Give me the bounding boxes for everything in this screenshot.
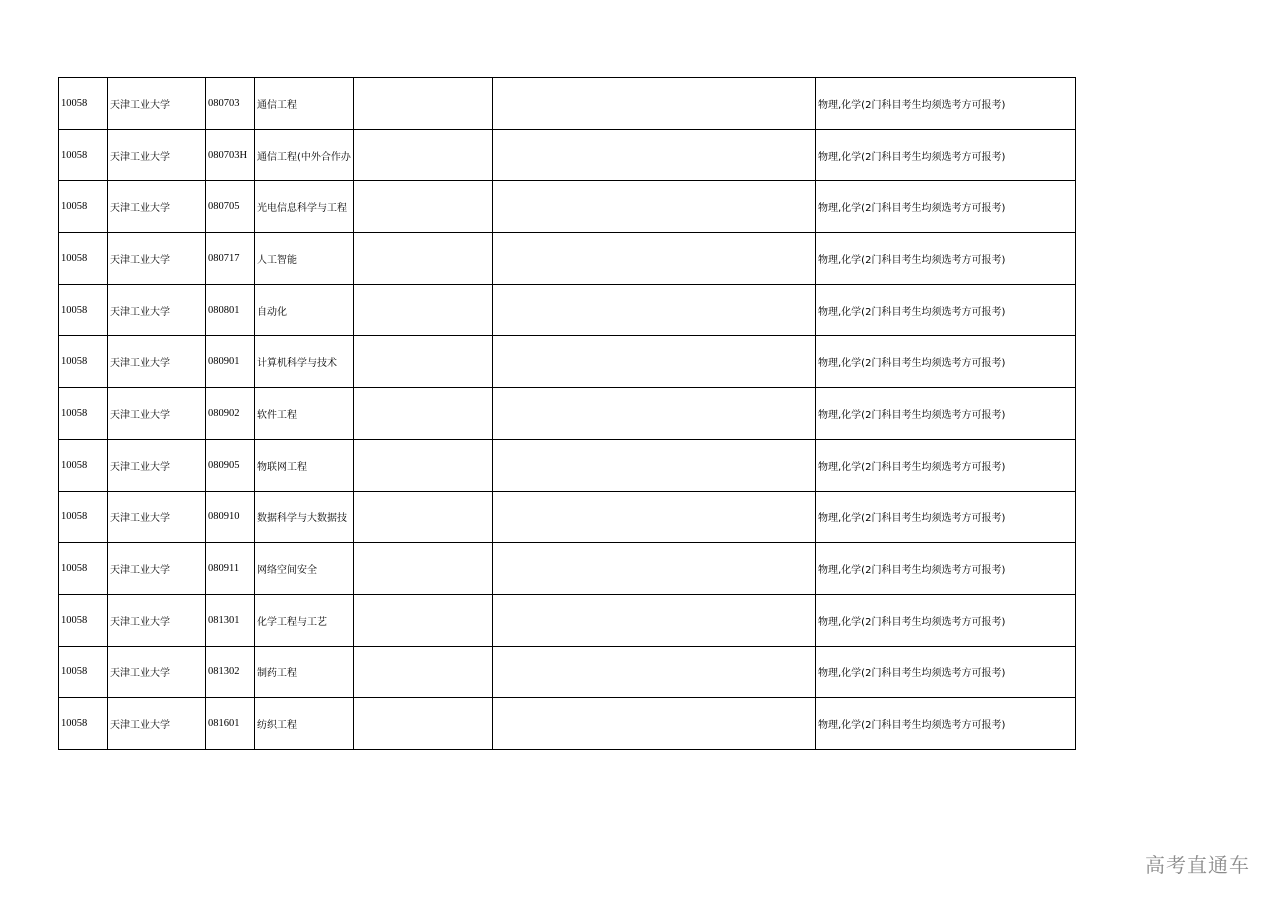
empty-cell (493, 698, 816, 750)
school-name-cell: 天津工业大学 (108, 78, 206, 130)
school-name-cell: 天津工业大学 (108, 439, 206, 491)
major-code-cell: 080911 (206, 543, 255, 595)
empty-cell (354, 698, 493, 750)
subject-requirement-cell: 物理,化学(2门科目考生均须选考方可报考) (816, 336, 1076, 388)
table-row (59, 336, 1076, 388)
major-name-cell: 制药工程 (255, 646, 354, 698)
empty-cell (493, 543, 816, 595)
major-code-cell: 080905 (206, 439, 255, 491)
subject-requirement-cell: 物理,化学(2门科目考生均须选考方可报考) (816, 698, 1076, 750)
school-code-cell: 10058 (59, 78, 108, 130)
school-name-cell: 天津工业大学 (108, 698, 206, 750)
empty-cell (354, 336, 493, 388)
empty-cell (354, 491, 493, 543)
empty-cell (493, 388, 816, 440)
empty-cell (354, 543, 493, 595)
school-code-cell: 10058 (59, 181, 108, 233)
empty-cell (493, 646, 816, 698)
empty-cell (354, 284, 493, 336)
school-code-cell: 10058 (59, 336, 108, 388)
school-name-cell: 天津工业大学 (108, 388, 206, 440)
table-row (59, 284, 1076, 336)
watermark-text: 高考直通车 (1145, 853, 1250, 877)
empty-cell (493, 336, 816, 388)
table-row (59, 78, 1076, 130)
table-row (59, 491, 1076, 543)
empty-cell (354, 439, 493, 491)
subject-requirement-cell: 物理,化学(2门科目考生均须选考方可报考) (816, 543, 1076, 595)
major-name-cell: 人工智能 (255, 233, 354, 285)
major-name-cell: 化学工程与工艺 (255, 594, 354, 646)
empty-cell (493, 181, 816, 233)
table-row (59, 181, 1076, 233)
school-code-cell: 10058 (59, 233, 108, 285)
major-code-cell: 080717 (206, 233, 255, 285)
table-row (59, 233, 1076, 285)
table-row (59, 594, 1076, 646)
major-code-cell: 081301 (206, 594, 255, 646)
empty-cell (354, 129, 493, 181)
empty-cell (354, 646, 493, 698)
school-code-cell: 10058 (59, 646, 108, 698)
table-row (59, 439, 1076, 491)
table-row (59, 698, 1076, 750)
major-name-cell: 自动化 (255, 284, 354, 336)
subject-requirement-cell: 物理,化学(2门科目考生均须选考方可报考) (816, 388, 1076, 440)
major-name-cell: 通信工程 (255, 78, 354, 130)
subject-requirement-cell: 物理,化学(2门科目考生均须选考方可报考) (816, 129, 1076, 181)
school-code-cell: 10058 (59, 698, 108, 750)
subject-requirement-cell: 物理,化学(2门科目考生均须选考方可报考) (816, 78, 1076, 130)
major-code-cell: 080705 (206, 181, 255, 233)
major-code-cell: 081601 (206, 698, 255, 750)
major-code-cell: 080910 (206, 491, 255, 543)
major-code-cell: 080901 (206, 336, 255, 388)
school-name-cell: 天津工业大学 (108, 129, 206, 181)
school-name-cell: 天津工业大学 (108, 543, 206, 595)
subject-requirement-cell: 物理,化学(2门科目考生均须选考方可报考) (816, 439, 1076, 491)
major-code-cell: 081302 (206, 646, 255, 698)
major-code-cell: 080703H (206, 129, 255, 181)
major-code-cell: 080801 (206, 284, 255, 336)
school-name-cell: 天津工业大学 (108, 233, 206, 285)
empty-cell (354, 594, 493, 646)
subject-requirement-cell: 物理,化学(2门科目考生均须选考方可报考) (816, 233, 1076, 285)
table-row (59, 388, 1076, 440)
subject-requirement-cell: 物理,化学(2门科目考生均须选考方可报考) (816, 181, 1076, 233)
school-code-cell: 10058 (59, 439, 108, 491)
school-code-cell: 10058 (59, 594, 108, 646)
subject-requirement-cell: 物理,化学(2门科目考生均须选考方可报考) (816, 491, 1076, 543)
school-name-cell: 天津工业大学 (108, 594, 206, 646)
school-code-cell: 10058 (59, 284, 108, 336)
empty-cell (493, 129, 816, 181)
major-name-cell: 纺织工程 (255, 698, 354, 750)
major-name-cell: 计算机科学与技术 (255, 336, 354, 388)
empty-cell (493, 233, 816, 285)
school-name-cell: 天津工业大学 (108, 284, 206, 336)
subject-requirement-cell: 物理,化学(2门科目考生均须选考方可报考) (816, 646, 1076, 698)
admission-requirements-table (58, 77, 1076, 750)
table-row (59, 129, 1076, 181)
empty-cell (493, 594, 816, 646)
school-code-cell: 10058 (59, 129, 108, 181)
school-name-cell: 天津工业大学 (108, 646, 206, 698)
empty-cell (493, 491, 816, 543)
empty-cell (354, 388, 493, 440)
major-name-cell: 网络空间安全 (255, 543, 354, 595)
table-row (59, 646, 1076, 698)
empty-cell (493, 439, 816, 491)
major-name-cell: 通信工程(中外合作办 (255, 129, 354, 181)
major-name-cell: 软件工程 (255, 388, 354, 440)
school-code-cell: 10058 (59, 491, 108, 543)
subject-requirement-cell: 物理,化学(2门科目考生均须选考方可报考) (816, 594, 1076, 646)
school-name-cell: 天津工业大学 (108, 336, 206, 388)
empty-cell (493, 284, 816, 336)
major-name-cell: 物联网工程 (255, 439, 354, 491)
major-code-cell: 080902 (206, 388, 255, 440)
empty-cell (354, 233, 493, 285)
empty-cell (354, 181, 493, 233)
empty-cell (354, 78, 493, 130)
subject-requirement-cell: 物理,化学(2门科目考生均须选考方可报考) (816, 284, 1076, 336)
table-row (59, 543, 1076, 595)
empty-cell (493, 78, 816, 130)
major-code-cell: 080703 (206, 78, 255, 130)
school-name-cell: 天津工业大学 (108, 181, 206, 233)
table-body (59, 78, 1076, 750)
school-name-cell: 天津工业大学 (108, 491, 206, 543)
school-code-cell: 10058 (59, 543, 108, 595)
major-name-cell: 光电信息科学与工程 (255, 181, 354, 233)
school-code-cell: 10058 (59, 388, 108, 440)
major-name-cell: 数据科学与大数据技 (255, 491, 354, 543)
